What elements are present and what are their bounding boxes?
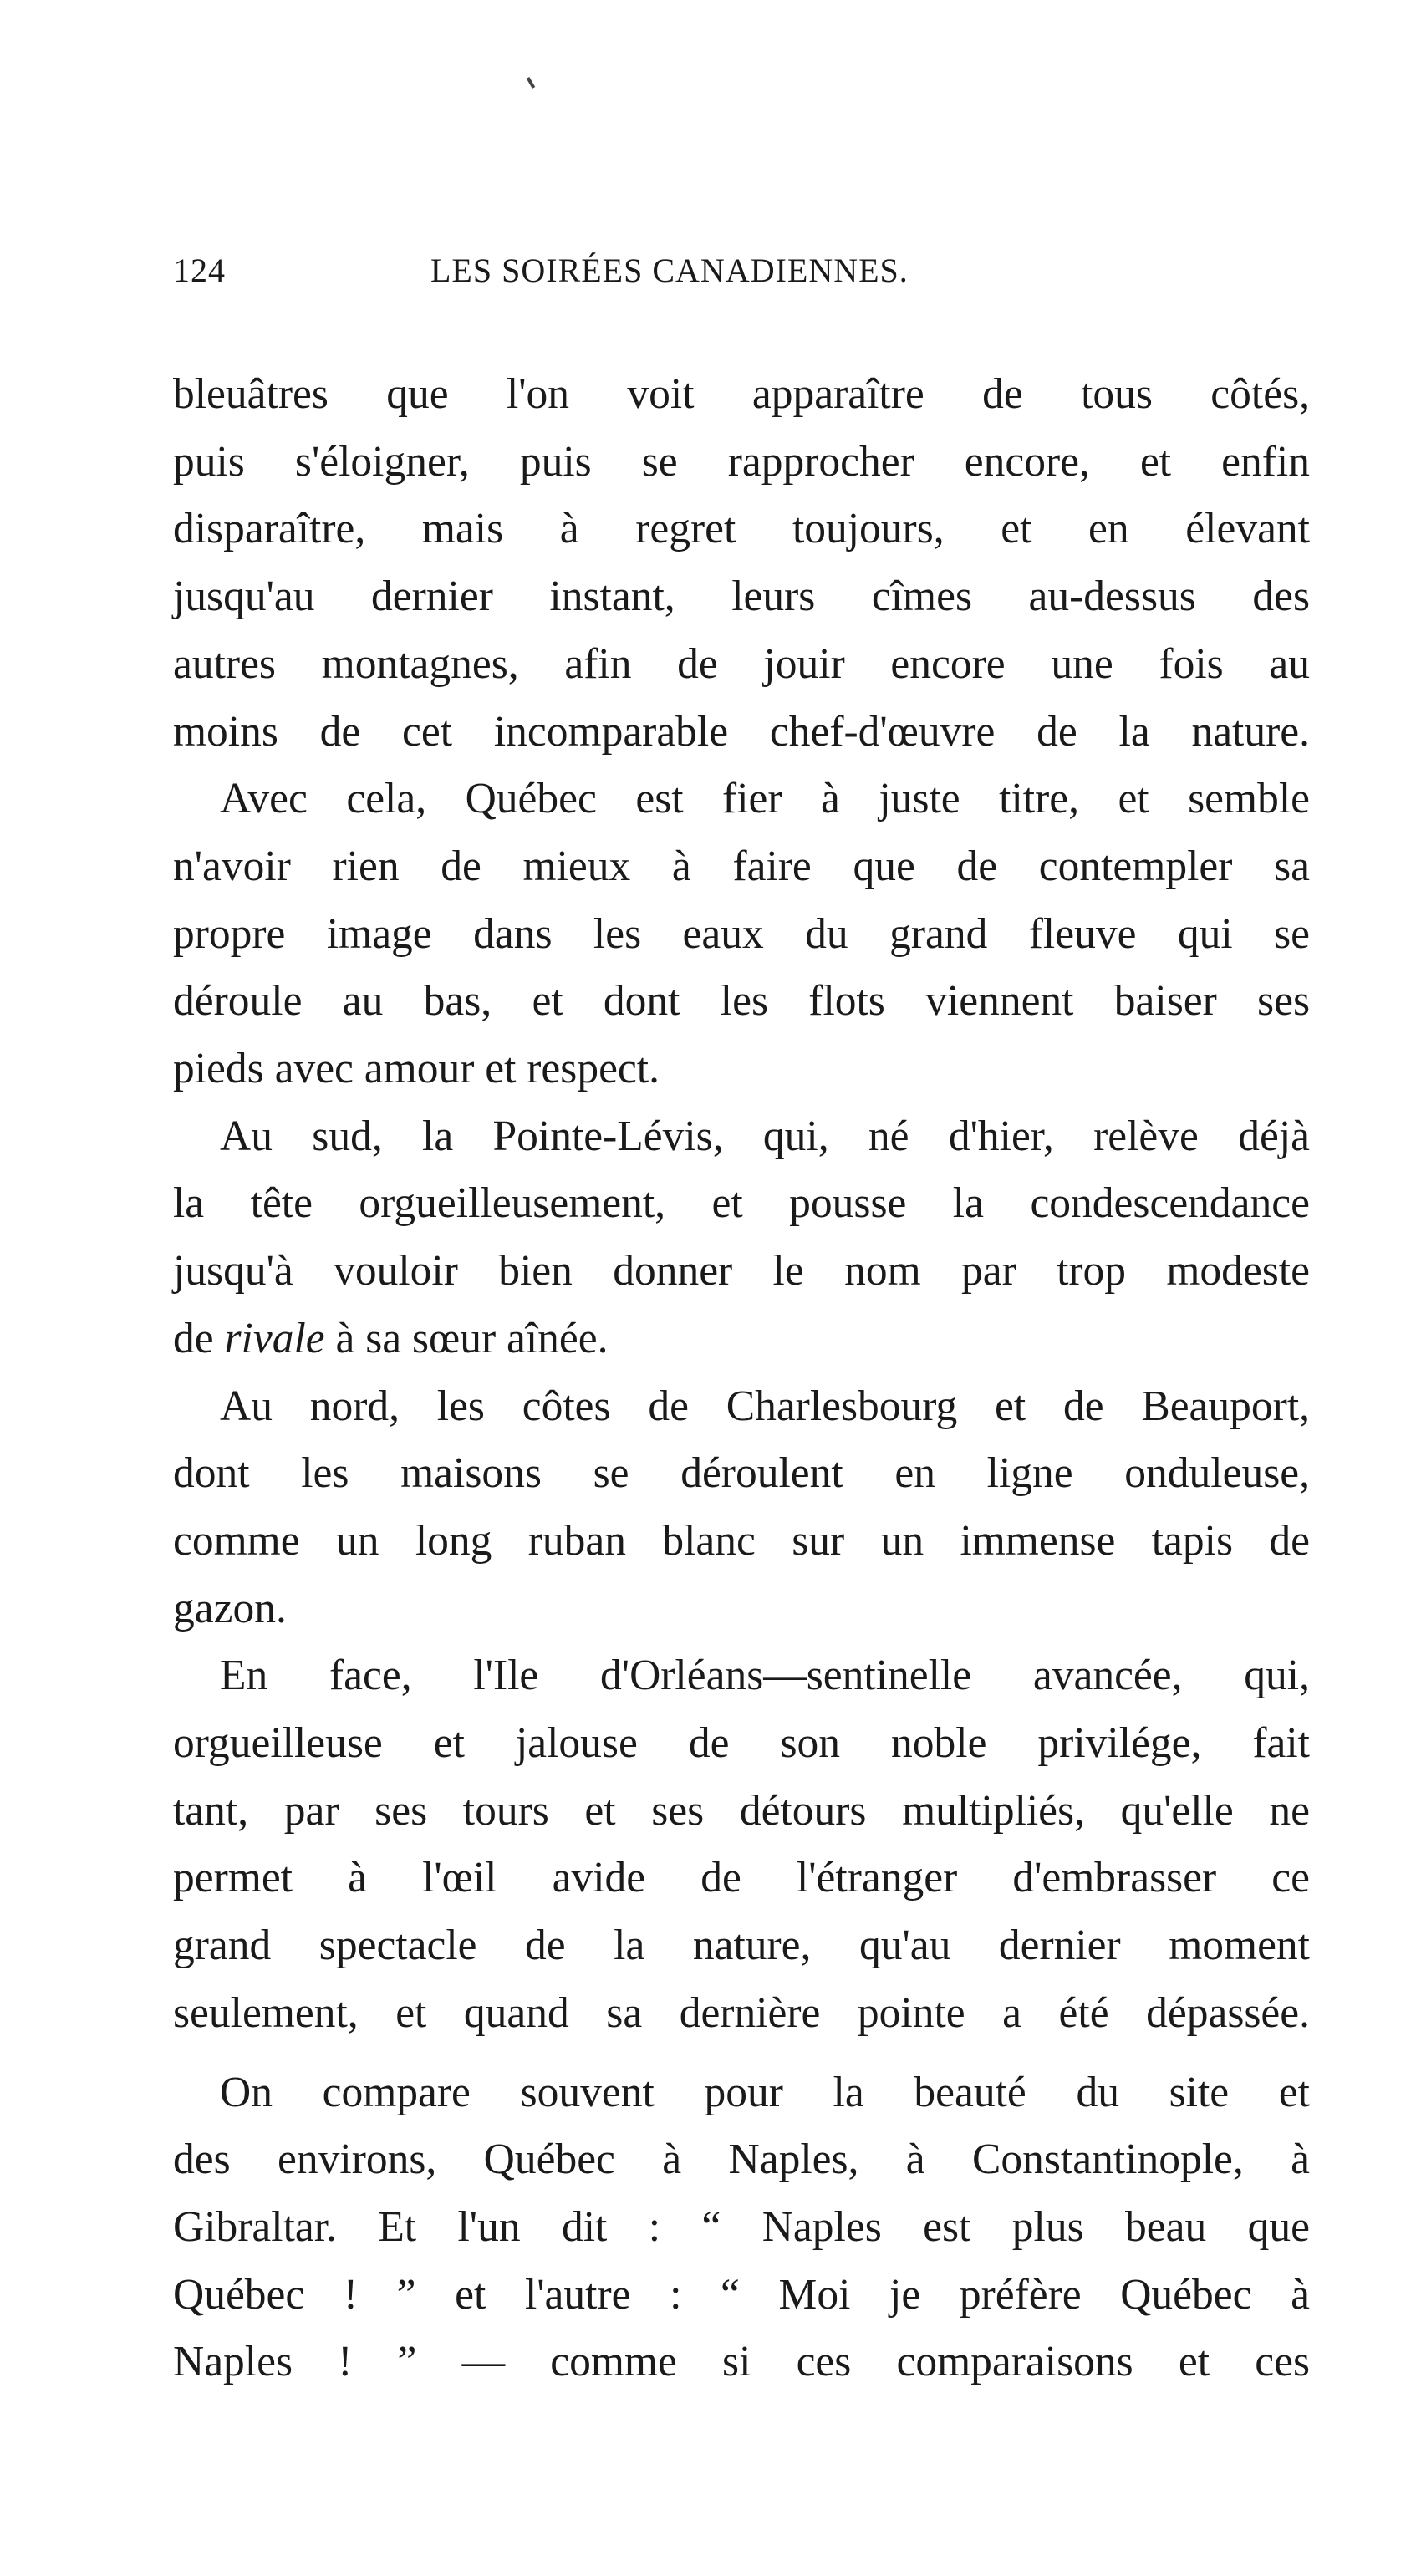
text-line: moins de cet incomparable chef-d'œuvre de la nature.: [173, 707, 1310, 756]
text-line: dont les maisons se déroulent en ligne onduleuse,: [173, 1449, 1310, 1498]
text-line: la tête orgueilleusement, et pousse la condescendance: [173, 1179, 1310, 1228]
text-line: Québec ! ” et l'autre : “ Moi je préfère Québec à: [173, 2270, 1310, 2319]
text-line: déroule au bas, et dont les flots viennent baiser ses: [173, 977, 1310, 1026]
text-fragment: à sa sœur aînée.: [324, 1314, 609, 1362]
text-line: des environs, Québec à Naples, à Constantinople, à: [173, 2136, 1310, 2184]
paragraph-2: [173, 766, 1310, 1103]
paragraph-4: [173, 1373, 1310, 1643]
text-line: Au nord, les côtes de Charlesbourg et de Beauport,: [220, 1382, 1310, 1430]
body-text: [173, 361, 1310, 2396]
print-speck: [527, 77, 535, 89]
text-line: tant, par ses tours et ses détours multipliés, qu'elle ne: [173, 1786, 1310, 1835]
text-line: orgueilleuse et jalouse de son noble privilége, fait: [173, 1719, 1310, 1768]
text-line: autres montagnes, afin de jouir encore une fois au: [173, 639, 1310, 688]
text-line: jusqu'au dernier instant, leurs cîmes au-dessus des: [173, 573, 1310, 621]
text-line: Avec cela, Québec est fier à juste titre, et semble: [220, 775, 1310, 823]
text-line: Naples ! ” — comme si ces comparaisons et ces: [173, 2338, 1310, 2386]
italic-word: rivale: [224, 1314, 325, 1362]
text-line: puis s'éloigner, puis se rapprocher encore, et enfin: [173, 437, 1310, 486]
text-line: On compare souvent pour la beauté du site et: [220, 2068, 1310, 2116]
text-fragment: de: [173, 1314, 225, 1362]
paragraph-6: [173, 2059, 1310, 2397]
text-line: grand spectacle de la nature, qu'au dernier moment: [173, 1922, 1310, 1970]
text-line: gazon.: [173, 1584, 287, 1632]
text-line: propre image dans les eaux du grand fleuve qui se: [173, 909, 1310, 958]
text-line: En face, l'Ile d'Orléans—sentinelle avancée, qui,: [220, 1652, 1310, 1700]
text-line: Gibraltar. Et l'un dit : “ Naples est plus beau que: [173, 2202, 1310, 2251]
text-line: pieds avec amour et respect.: [173, 1045, 660, 1093]
paragraph-5: [173, 1642, 1310, 2047]
text-line: Au sud, la Pointe-Lévis, qui, né d'hier, relève déjà: [220, 1112, 1310, 1160]
text-line: permet à l'œil avide de l'étranger d'embrasser ce: [173, 1854, 1310, 1902]
paragraph-1: [173, 361, 1310, 766]
text-line: seulement, et quand sa dernière pointe a été dépassée.: [173, 1988, 1310, 2037]
text-line: n'avoir rien de mieux à faire que de contempler sa: [173, 842, 1310, 890]
paragraph-3: [173, 1103, 1310, 1373]
text-line: jusqu'à vouloir bien donner le nom par trop modeste: [173, 1247, 1310, 1296]
text-line: bleuâtres que l'on voit apparaître de tous côtés,: [173, 370, 1310, 418]
text-line: [173, 1306, 1310, 1373]
page-number: 124: [173, 252, 226, 289]
text-line: comme un long ruban blanc sur un immense tapis de: [173, 1516, 1310, 1565]
running-head: [173, 251, 1318, 301]
running-title: LES SOIRÉES CANADIENNES.: [430, 252, 909, 289]
text-line: disparaître, mais à regret toujours, et en élevant: [173, 505, 1310, 553]
